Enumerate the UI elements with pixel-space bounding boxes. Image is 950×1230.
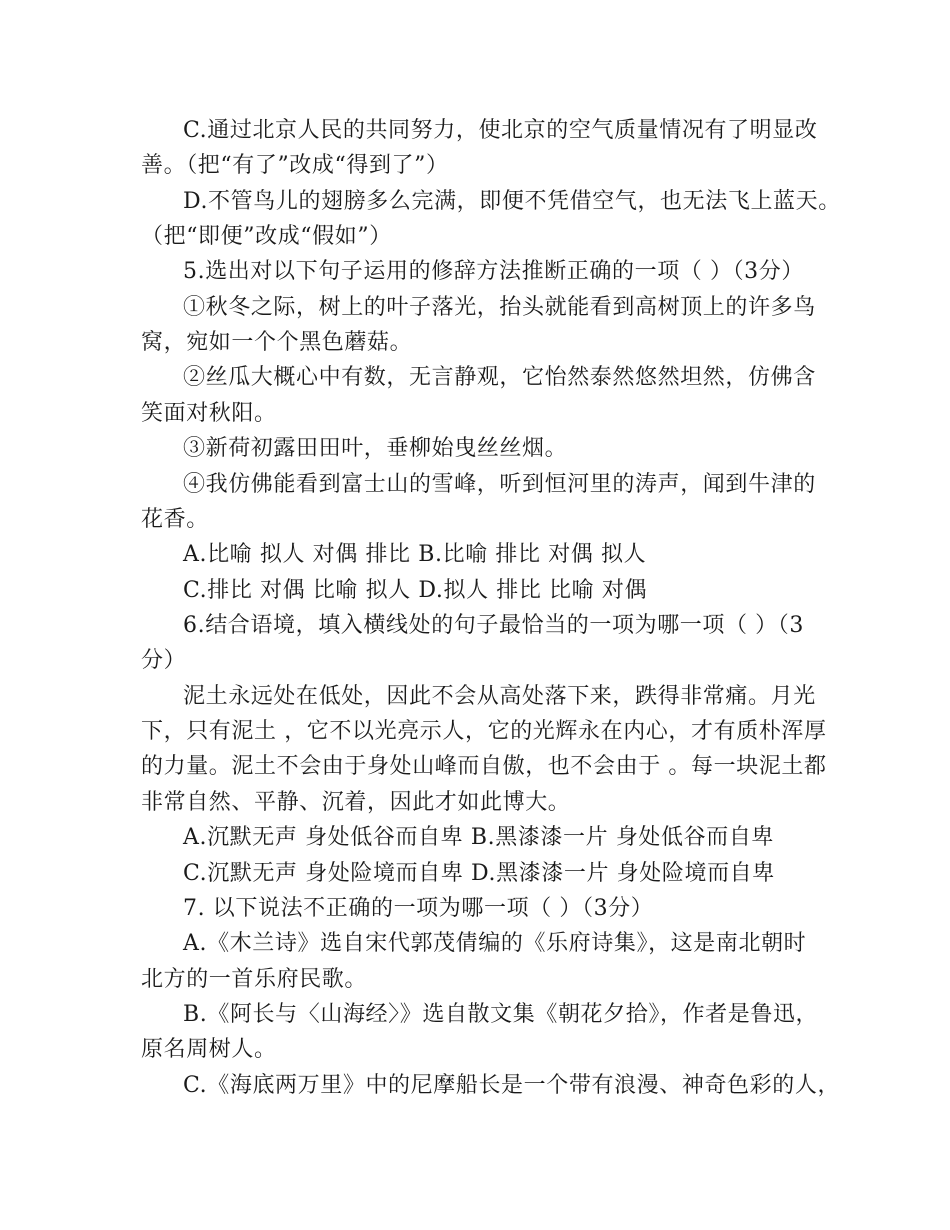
text-line: C.通过北京人民的共同努力，使北京的空气质量情况有了明显改 (183, 118, 818, 143)
text-line: 善。（把“有了”改成“得到了”） (141, 153, 449, 178)
text-line: ①秋冬之际，树上的叶子落光，抬头就能看到高树顶上的许多鸟 (183, 295, 816, 320)
text-line: 原名周树人。 (141, 1037, 277, 1062)
text-line: ③新荷初露田田叶，垂柳始曳丝丝烟。 (183, 436, 568, 461)
passage-line: 泥土永远处在低处，因此不会从高处落下来，跌得非常痛。月光 (183, 684, 816, 709)
answer-options: C.沉默无声 身处险境而自卑 D.黑漆漆一片 身处险境而自卑 (183, 861, 775, 886)
text-line: ②丝瓜大概心中有数，无言静观，它怡然泰然悠然坦然，仿佛含 (183, 365, 816, 390)
text-line: 花香。 (141, 507, 209, 532)
text-line: 北方的一首乐府民歌。 (141, 967, 368, 992)
question-7-stem: 7. 以下说法不正确的一项为哪一项（ ）（3分） (183, 896, 654, 921)
answer-options: A.比喻 拟人 对偶 排比 B.比喻 排比 对偶 拟人 (183, 542, 647, 567)
text-line: C.《海底两万里》中的尼摩船长是一个带有浪漫、神奇色彩的人， (183, 1073, 841, 1098)
text-line: B.《阿长与〈山海经〉》选自散文集《朝花夕拾》，作者是鲁迅， (183, 1002, 819, 1027)
question-5-stem: 5.选出对以下句子运用的修辞方法推断正确的一项（ ）（3分） (183, 259, 804, 284)
passage-line: 下，只有泥土 ，它不以光亮示人，它的光辉永在内心，才有质朴浑厚 (141, 719, 827, 744)
text-line: 窝，宛如一个个黑色蘑菇。 (141, 330, 413, 355)
text-line: D.不管鸟儿的翅膀多么完满，即便不凭借空气，也无法飞上蓝天。 (183, 189, 841, 214)
passage-line: 的力量。泥土不会由于身处山峰而自傲，也不会由于 。每一块泥土都 (141, 754, 827, 779)
text-line: （把“即便”改成“假如”） (141, 224, 392, 249)
question-6-stem: 6.结合语境，填入横线处的句子最恰当的一项为哪一项（ ）（3 (183, 613, 804, 638)
text-line: 笑面对秋阳。 (141, 401, 277, 426)
passage-line: 非常自然、平静、沉着，因此才如此博大。 (141, 790, 571, 815)
answer-options: A.沉默无声 身处低谷而自卑 B.黑漆漆一片 身处低谷而自卑 (183, 825, 775, 850)
text-line: A.《木兰诗》选自宋代郭茂倩编的《乐府诗集》，这是南北朝时 (183, 931, 807, 956)
text-line: ④我仿佛能看到富士山的雪峰，听到恒河里的涛声，闻到牛津的 (183, 472, 816, 497)
text-line: 分） (141, 648, 187, 673)
answer-options: C.排比 对偶 比喻 拟人 D.拟人 排比 比喻 对偶 (183, 578, 648, 603)
